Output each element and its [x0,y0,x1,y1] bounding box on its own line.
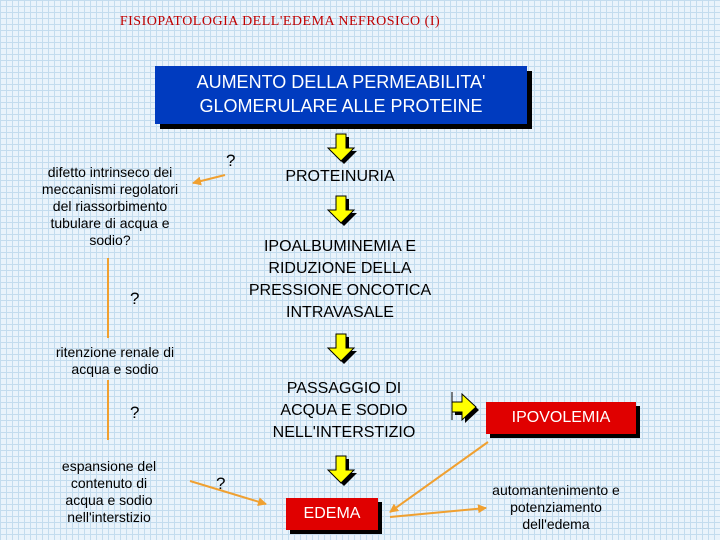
question-mark-left-1: ? [130,289,140,308]
automantenimento-line-1: automantenimento e [492,482,620,498]
question-mark-bottom: ? [216,474,226,493]
difetto-line-2: meccanismi regolatori [41,181,179,197]
automantenimento-line-2: potenziamento [510,499,602,515]
espansione-line-3: acqua e sodio [65,492,153,508]
ipoalbuminemia-line-1: IPOALBUMINEMIA E [263,238,417,255]
passaggio-line-1: PASSAGGIO DI [286,380,402,397]
note-automantenimento [478,482,634,533]
difetto-line-1: difetto intrinseco dei [47,164,173,180]
note-espansione [44,458,174,526]
note-ritenzione [40,344,190,378]
ritenzione-line-1: ritenzione renale di [55,344,175,360]
ritenzione-line-2: acqua e sodio [71,361,159,377]
slide-title: FISIOPATOLOGIA DELL'EDEMA NEFROSICO (I) [119,14,441,29]
arrow-question-to-difetto [193,175,225,183]
espansione-line-2: contenuto di [70,475,148,491]
main-box-line-1: AUMENTO DELLA PERMEABILITA' [196,72,486,92]
ipoalbuminemia-line-2: RIDUZIONE DELLA [268,260,412,277]
step-ipoalbuminemia [214,236,466,324]
passaggio-line-3: NELL'INTERSTIZIO [272,424,416,441]
difetto-line-4: tubulare di acqua e [50,215,170,231]
arrow-ipovolemia-to-edema [390,442,488,512]
edema-box: EDEMA [286,498,378,530]
question-mark-top: ? [226,151,236,170]
passaggio-line-2: ACQUA E SODIO [280,402,408,419]
arrow-espansione-to-edema [190,481,266,504]
espansione-line-1: espansione del [61,458,157,474]
ipovolemia-box: IPOVOLEMIA [486,402,636,434]
arrow-edema-to-automantenimento [390,508,486,517]
question-mark-left-2: ? [130,403,140,422]
main-box-line-2: GLOMERULARE ALLE PROTEINE [199,96,483,116]
note-difetto [26,164,194,249]
block-arrow-4-icon [328,456,357,486]
automantenimento-line-3: dell'edema [522,516,590,532]
espansione-line-4: nell'interstizio [67,509,151,525]
ipoalbuminemia-line-3: PRESSIONE ONCOTICA [248,282,432,299]
difetto-line-5: sodio? [89,232,131,248]
block-arrow-1-icon [328,134,357,164]
block-arrow-right-icon [452,392,479,423]
ipoalbuminemia-line-4: INTRAVASALE [286,304,394,321]
step-proteinuria: PROTEINURIA [285,168,395,185]
difetto-line-3: del riassorbimento [52,198,168,214]
block-arrow-3-icon [328,334,357,364]
step-passaggio [234,378,454,444]
block-arrow-2-icon [328,196,357,226]
